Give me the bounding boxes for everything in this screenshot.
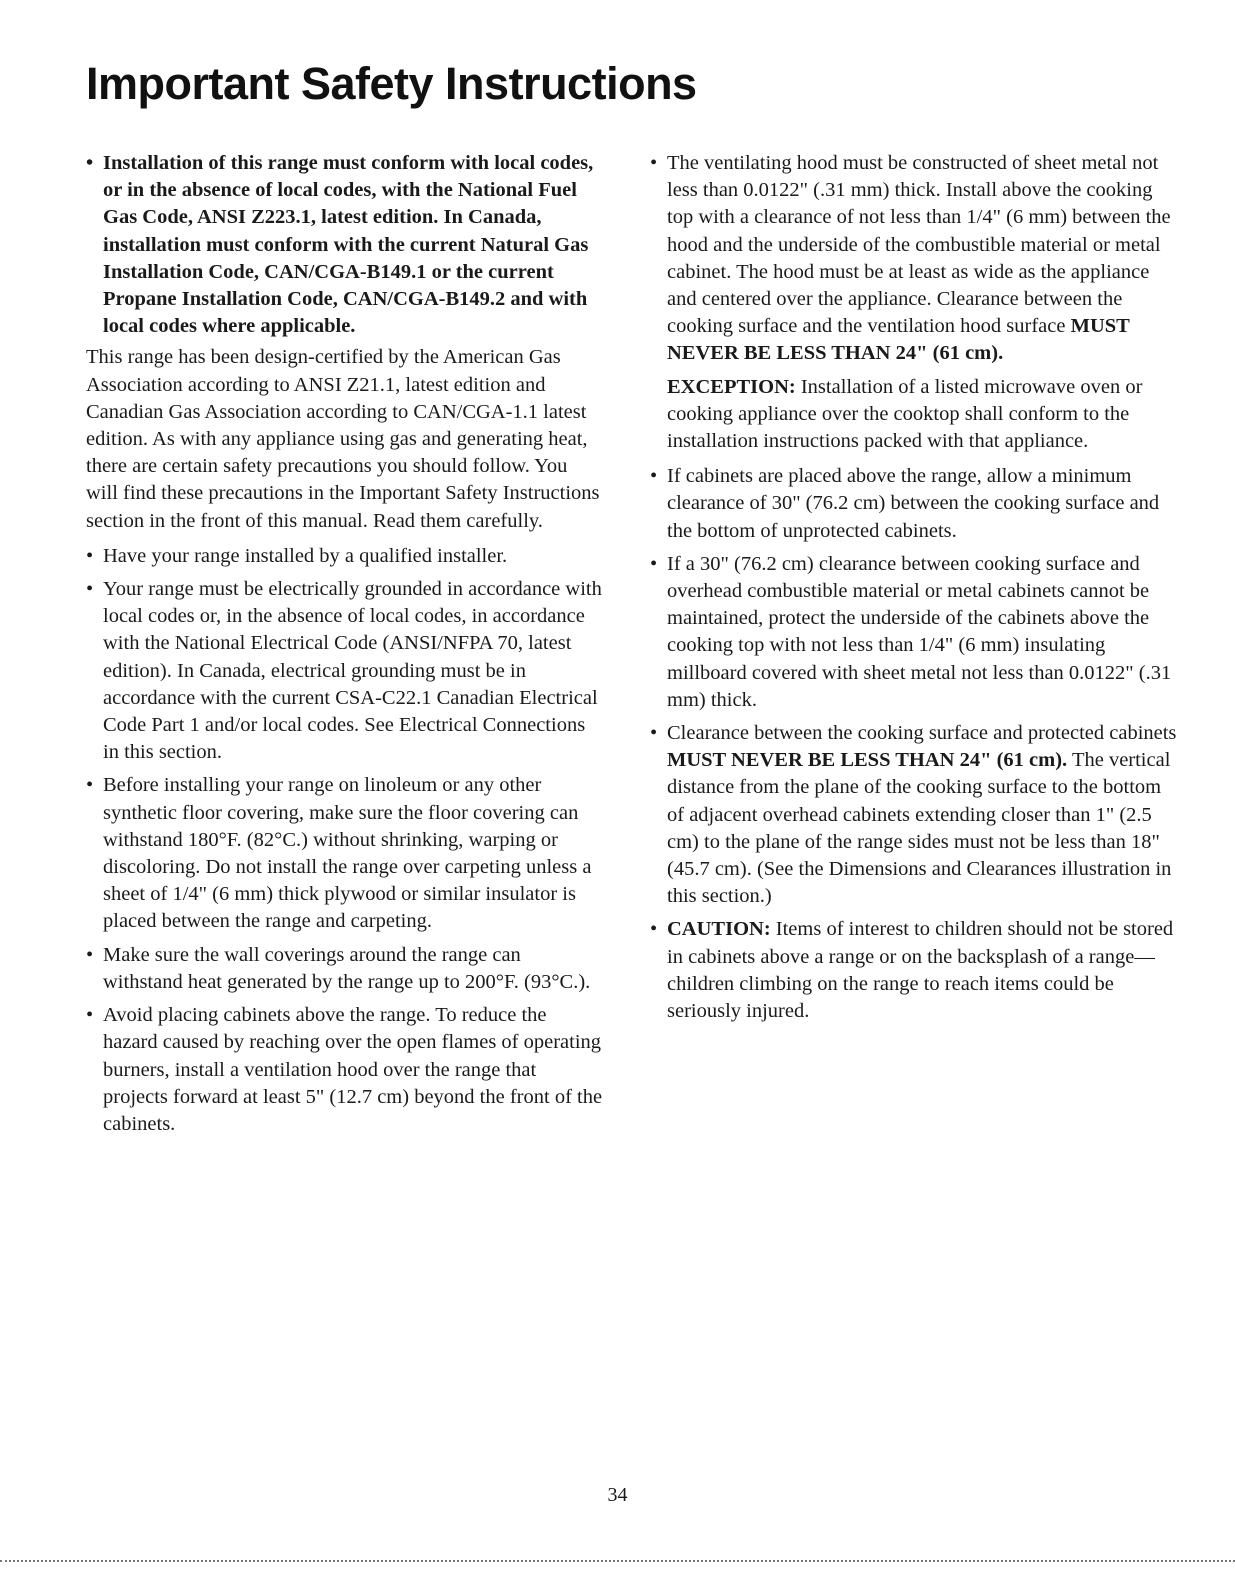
- electrical-grounding-bullet: • Your range must be electrically grounded in accordance with local codes or, in the absence of local codes, in accordance with the National Electrical Code (ANSI/NFPA 70, latest edition). In Canada, electrical grounding must be in accordance with the current CSA-C22.1 Canadian Electrical Code Part 1 and/or local codes. See Electrical Connections in this section.: [86, 576, 604, 766]
- protected-text-before: Clearance between the cooking surface and protected cabinets: [667, 722, 1177, 745]
- minimum-clearance-bullet: • If cabinets are placed above the range, allow a minimum clearance of 30" (76.2 cm) between the cooking surface and the bottom of unprotected cabinets.: [650, 463, 1178, 545]
- floor-covering-bullet: • Before installing your range on linoleum or any other synthetic floor covering, make sure the floor covering can withstand 180°F. (82°C.) without shrinking, warping or discoloring. Do not install the range over carpeting unless a sheet of 1/4" (6 mm) thick plywood or similar insulator is placed between the range and carpeting.: [86, 772, 604, 935]
- exception-text: Installation of a listed microwave oven or cooking appliance over the cooktop shall conform to the installation instructions packed with that appliance.: [667, 375, 1143, 453]
- right-column: [650, 150, 1178, 1031]
- left-column: [86, 150, 604, 1144]
- bottom-dotted-rule: [0, 1560, 1235, 1562]
- cabinets-above-range-bullet: • Avoid placing cabinets above the range. To reduce the hazard caused by reaching over the open flames of operating burners, install a ventilation hood over the range that projects forward at least 5" (12.7 cm) beyond the front of the cabinets.: [86, 1002, 604, 1138]
- qualified-installer-bullet: • Have your range installed by a qualified installer.: [86, 543, 604, 570]
- ventilating-hood-bullet: [650, 150, 1178, 368]
- hood-clearance-warning: MUST NEVER BE LESS THAN 24" (61 cm).: [667, 315, 1130, 365]
- caution-text: Items of interest to children should not be stored in cabinets above a range or on the backsplash of a range—children climbing on the range to reach items could be seriously injured.: [667, 918, 1174, 1023]
- installation-code-bullet: • Installation of this range must conform with local codes, or in the absence of local codes, with the National Fuel Gas Code, ANSI Z223.1, latest edition. In Canada, installation must conform with the current Natural Gas Installation Code, CAN/CGA-B149.1 or the current Propane Installation Code, CAN/CGA-B149.2 and with local codes where applicable.: [86, 150, 604, 340]
- exception-note: [650, 374, 1178, 456]
- millboard-protection-bullet: • If a 30" (76.2 cm) clearance between cooking surface and overhead combustible material or metal cabinets cannot be maintained, protect the underside of the cabinets above the cooking top with not less than 1/4" (6 mm) insulating millboard covered with sheet metal not less than 0.0122" (.31 mm) thick.: [650, 551, 1178, 714]
- page-title: Important Safety Instructions: [86, 58, 697, 109]
- page-number: 34: [607, 1484, 628, 1506]
- caution-bullet: [650, 916, 1178, 1025]
- exception-label: EXCEPTION:: [667, 375, 796, 398]
- hood-text: The ventilating hood must be constructed of sheet metal not less than 0.0122" (.31 mm) thick. Install above the cooking top with a clearance of not less than 1/4" (6 mm) between the hood and the underside of the combustible material or metal cabinet. The hood must be at least as wide as the appliance and centered over the appliance. Clearance between the cooking surface and the ventilation hood surface: [667, 152, 1171, 338]
- protected-cabinets-bullet: [650, 720, 1178, 910]
- protected-text-after: The vertical distance from the plane of the cooking surface to the bottom of adjacent overhead cabinets extending closer than 1" (2.5 cm) to the plane of the range sides must not be less than 18" (45.7 cm). (See the Dimensions and Clearances illustration in this section.): [667, 749, 1172, 908]
- caution-label: CAUTION:: [667, 918, 771, 941]
- design-certification-paragraph: This range has been design-certified by the American Gas Association according to ANSI Z21.1, latest edition and Canadian Gas Association according to CAN/CGA-1.1 latest edition. As with any appliance using gas and generating heat, there are certain safety precautions you should follow. You will find these precautions in the Important Safety Instructions section in the front of this manual. Read them carefully.: [86, 346, 600, 532]
- wall-coverings-bullet: • Make sure the wall coverings around the range can withstand heat generated by the range up to 200°F. (93°C.).: [86, 942, 604, 996]
- protected-clearance-warning: MUST NEVER BE LESS THAN 24" (61 cm).: [667, 749, 1068, 772]
